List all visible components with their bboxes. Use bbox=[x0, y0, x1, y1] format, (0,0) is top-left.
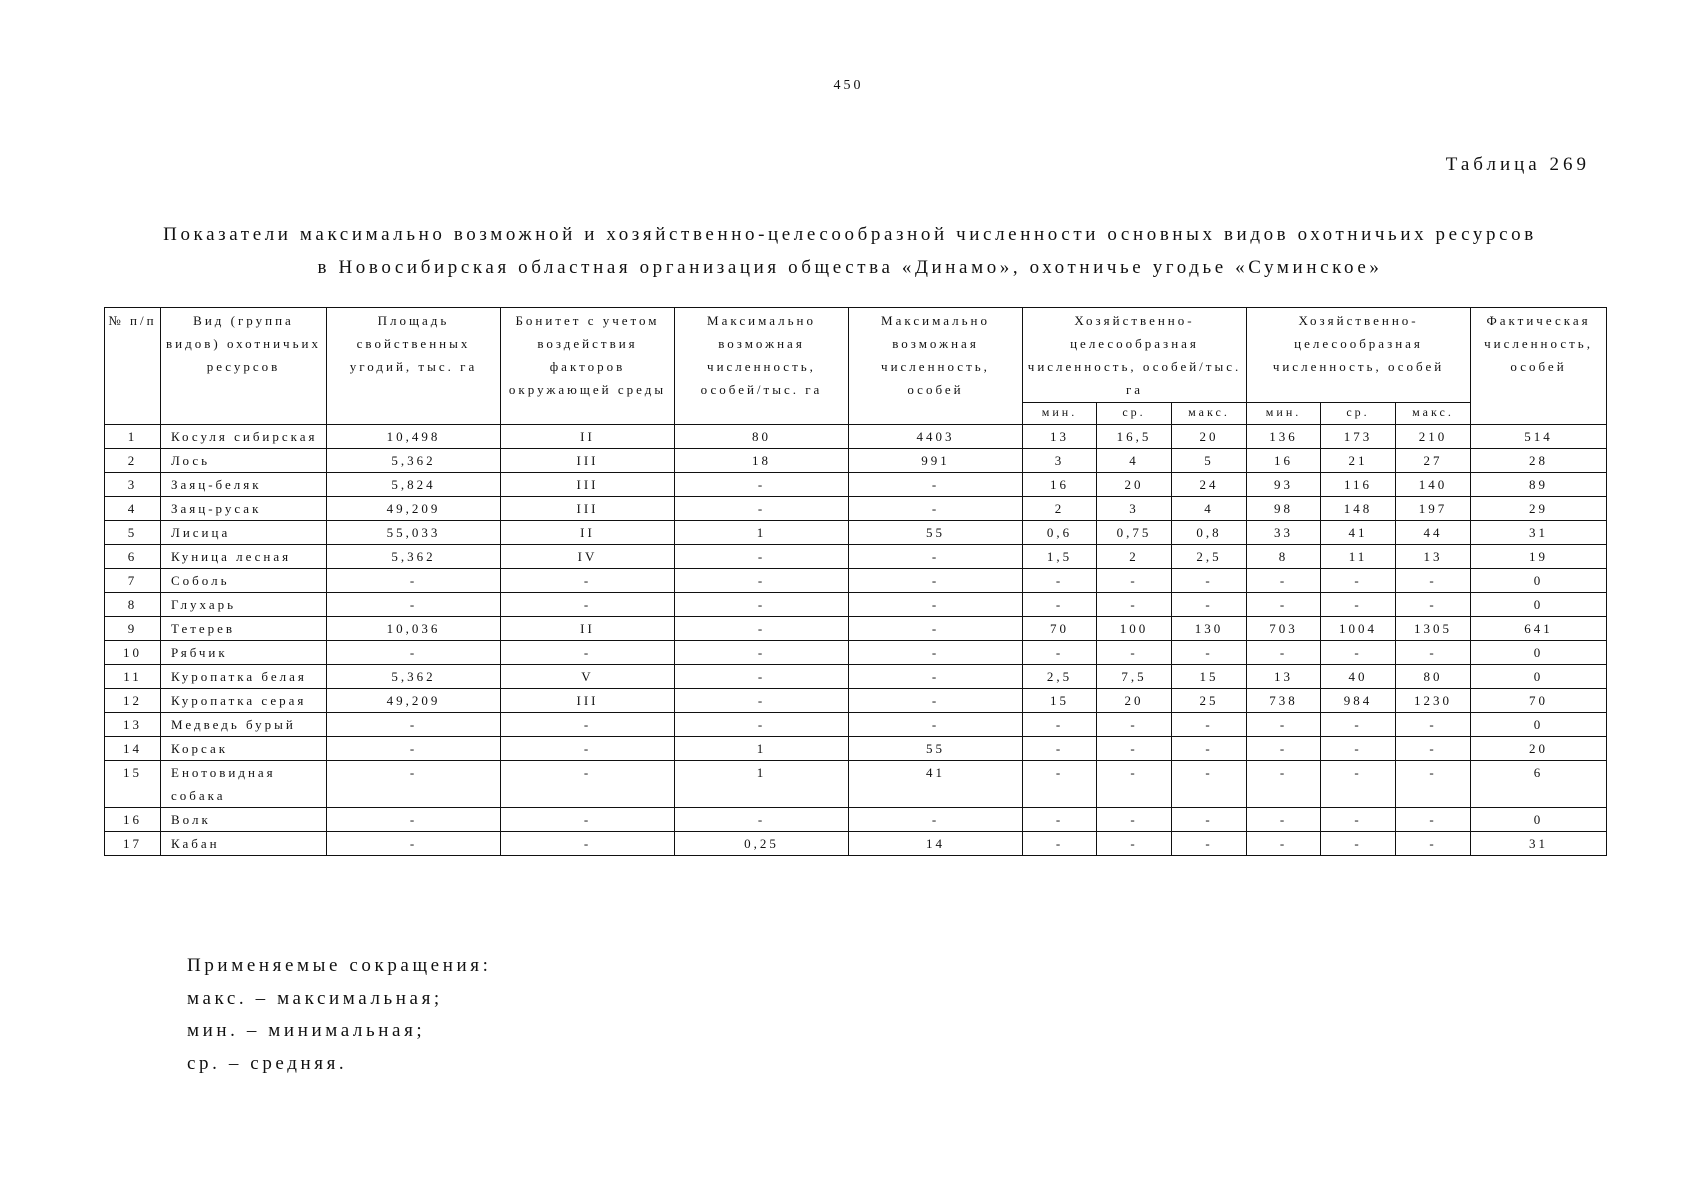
cell-bonitet: III bbox=[501, 449, 675, 473]
cell-econ-count-avg: - bbox=[1321, 808, 1396, 832]
cell-econ-density-max: - bbox=[1172, 713, 1247, 737]
cell-econ-count-max: 27 bbox=[1396, 449, 1471, 473]
cell-actual: 29 bbox=[1471, 497, 1607, 521]
cell-max-density: - bbox=[675, 473, 849, 497]
cell-econ-density-min: 16 bbox=[1023, 473, 1097, 497]
table-row bbox=[105, 425, 1607, 449]
table-title-line-1: Показатели максимально возможной и хозяйственно-целесообразной численности основных видов охотничьих ресурсов bbox=[163, 224, 1537, 245]
cell-area: 10,036 bbox=[327, 617, 501, 641]
cell-econ-count-avg: - bbox=[1321, 593, 1396, 617]
cell-species: Волк bbox=[161, 808, 327, 832]
cell-econ-density-min: 2 bbox=[1023, 497, 1097, 521]
cell-max-count: 4403 bbox=[849, 425, 1023, 449]
cell-num: 17 bbox=[105, 832, 161, 856]
cell-actual: 20 bbox=[1471, 737, 1607, 761]
table-row bbox=[105, 521, 1607, 545]
header-max-density: Максимально возможная численность, особей/тыс. га bbox=[675, 308, 849, 425]
cell-species: Медведь бурый bbox=[161, 713, 327, 737]
cell-max-count: - bbox=[849, 497, 1023, 521]
abbreviation-item: макс. – максимальная; bbox=[187, 987, 443, 1009]
cell-bonitet: II bbox=[501, 617, 675, 641]
abbreviations bbox=[187, 950, 491, 1080]
cell-max-count: - bbox=[849, 617, 1023, 641]
cell-species: Соболь bbox=[161, 569, 327, 593]
cell-max-density: 18 bbox=[675, 449, 849, 473]
cell-area: 5,362 bbox=[327, 665, 501, 689]
cell-max-count: 14 bbox=[849, 832, 1023, 856]
cell-econ-count-max: - bbox=[1396, 832, 1471, 856]
cell-max-count: - bbox=[849, 473, 1023, 497]
cell-max-density: - bbox=[675, 593, 849, 617]
cell-econ-density-min: 2,5 bbox=[1023, 665, 1097, 689]
cell-max-density: 80 bbox=[675, 425, 849, 449]
cell-econ-density-max: - bbox=[1172, 641, 1247, 665]
cell-econ-density-avg: - bbox=[1097, 713, 1172, 737]
cell-econ-count-min: 16 bbox=[1247, 449, 1321, 473]
cell-max-count: - bbox=[849, 545, 1023, 569]
cell-econ-density-max: 20 bbox=[1172, 425, 1247, 449]
cell-max-density: - bbox=[675, 545, 849, 569]
cell-econ-density-min: - bbox=[1023, 808, 1097, 832]
cell-num: 13 bbox=[105, 713, 161, 737]
cell-actual: 31 bbox=[1471, 832, 1607, 856]
cell-actual: 0 bbox=[1471, 808, 1607, 832]
cell-econ-density-avg: 4 bbox=[1097, 449, 1172, 473]
cell-num: 14 bbox=[105, 737, 161, 761]
cell-econ-density-avg: - bbox=[1097, 593, 1172, 617]
cell-econ-density-max: - bbox=[1172, 761, 1247, 808]
cell-area: - bbox=[327, 761, 501, 808]
cell-econ-density-avg: - bbox=[1097, 569, 1172, 593]
header-econ-density-avg: ср. bbox=[1097, 403, 1172, 425]
cell-econ-count-avg: 11 bbox=[1321, 545, 1396, 569]
cell-econ-density-min: - bbox=[1023, 593, 1097, 617]
cell-actual: 89 bbox=[1471, 473, 1607, 497]
cell-econ-density-avg: 20 bbox=[1097, 689, 1172, 713]
cell-species: Куропатка белая bbox=[161, 665, 327, 689]
cell-species: Глухарь bbox=[161, 593, 327, 617]
header-max-count: Максимально возможная численность, особей bbox=[849, 308, 1023, 425]
header-num: № п/п bbox=[105, 308, 161, 425]
cell-econ-density-max: 2,5 bbox=[1172, 545, 1247, 569]
cell-bonitet: - bbox=[501, 641, 675, 665]
cell-bonitet: IV bbox=[501, 545, 675, 569]
cell-econ-count-min: 13 bbox=[1247, 665, 1321, 689]
cell-max-density: 1 bbox=[675, 521, 849, 545]
cell-actual: 31 bbox=[1471, 521, 1607, 545]
cell-econ-count-min: 98 bbox=[1247, 497, 1321, 521]
header-econ-count: Хозяйственно-целесообразная численность, особей bbox=[1247, 308, 1471, 403]
abbreviations-heading: Применяемые сокращения: bbox=[187, 955, 492, 976]
cell-num: 12 bbox=[105, 689, 161, 713]
cell-econ-density-min: 15 bbox=[1023, 689, 1097, 713]
cell-num: 11 bbox=[105, 665, 161, 689]
table-header bbox=[105, 308, 1607, 425]
cell-econ-density-min: 0,6 bbox=[1023, 521, 1097, 545]
cell-econ-count-avg: - bbox=[1321, 569, 1396, 593]
cell-econ-count-min: 93 bbox=[1247, 473, 1321, 497]
table-row bbox=[105, 665, 1607, 689]
header-econ-count-avg: ср. bbox=[1321, 403, 1396, 425]
cell-max-density: - bbox=[675, 569, 849, 593]
cell-econ-density-max: 24 bbox=[1172, 473, 1247, 497]
cell-max-count: - bbox=[849, 593, 1023, 617]
cell-actual: 0 bbox=[1471, 713, 1607, 737]
cell-econ-count-avg: 21 bbox=[1321, 449, 1396, 473]
cell-actual: 641 bbox=[1471, 617, 1607, 641]
cell-econ-density-max: 0,8 bbox=[1172, 521, 1247, 545]
cell-econ-count-min: - bbox=[1247, 569, 1321, 593]
table-row bbox=[105, 569, 1607, 593]
cell-max-density: 0,25 bbox=[675, 832, 849, 856]
cell-econ-density-avg: - bbox=[1097, 808, 1172, 832]
table-title bbox=[100, 218, 1600, 284]
cell-species: Лось bbox=[161, 449, 327, 473]
cell-econ-density-avg: 7,5 bbox=[1097, 665, 1172, 689]
cell-actual: 6 bbox=[1471, 761, 1607, 808]
cell-species: Енотовидная собака bbox=[161, 761, 327, 808]
cell-max-density: 1 bbox=[675, 761, 849, 808]
cell-max-count: 55 bbox=[849, 521, 1023, 545]
cell-econ-count-min: 33 bbox=[1247, 521, 1321, 545]
cell-econ-count-min: 738 bbox=[1247, 689, 1321, 713]
cell-bonitet: - bbox=[501, 713, 675, 737]
cell-econ-density-max: - bbox=[1172, 737, 1247, 761]
cell-species: Куница лесная bbox=[161, 545, 327, 569]
cell-max-density: - bbox=[675, 617, 849, 641]
cell-num: 2 bbox=[105, 449, 161, 473]
cell-econ-count-avg: - bbox=[1321, 832, 1396, 856]
cell-species: Лисица bbox=[161, 521, 327, 545]
cell-econ-density-avg: - bbox=[1097, 737, 1172, 761]
table-row bbox=[105, 641, 1607, 665]
cell-econ-count-avg: - bbox=[1321, 713, 1396, 737]
table-row bbox=[105, 808, 1607, 832]
cell-max-count: - bbox=[849, 665, 1023, 689]
cell-econ-count-min: - bbox=[1247, 641, 1321, 665]
cell-econ-density-avg: 2 bbox=[1097, 545, 1172, 569]
cell-econ-count-min: - bbox=[1247, 737, 1321, 761]
header-actual: Фактическая численность, особей bbox=[1471, 308, 1607, 425]
cell-max-count: 41 bbox=[849, 761, 1023, 808]
cell-num: 8 bbox=[105, 593, 161, 617]
cell-econ-count-min: 8 bbox=[1247, 545, 1321, 569]
cell-actual: 0 bbox=[1471, 569, 1607, 593]
page-number: 450 bbox=[833, 78, 864, 93]
cell-econ-count-max: - bbox=[1396, 737, 1471, 761]
cell-bonitet: - bbox=[501, 737, 675, 761]
cell-econ-count-max: 210 bbox=[1396, 425, 1471, 449]
header-area: Площадь свойственных угодий, тыс. га bbox=[327, 308, 501, 425]
cell-econ-count-max: - bbox=[1396, 641, 1471, 665]
cell-bonitet: III bbox=[501, 689, 675, 713]
cell-area: - bbox=[327, 569, 501, 593]
cell-econ-density-min: 70 bbox=[1023, 617, 1097, 641]
table-row bbox=[105, 593, 1607, 617]
cell-max-density: 1 bbox=[675, 737, 849, 761]
cell-econ-count-max: 1305 bbox=[1396, 617, 1471, 641]
cell-actual: 28 bbox=[1471, 449, 1607, 473]
header-econ-density-min: мин. bbox=[1023, 403, 1097, 425]
cell-econ-count-max: 197 bbox=[1396, 497, 1471, 521]
cell-bonitet: III bbox=[501, 473, 675, 497]
cell-actual: 0 bbox=[1471, 641, 1607, 665]
cell-econ-count-avg: 1004 bbox=[1321, 617, 1396, 641]
cell-econ-density-avg: 20 bbox=[1097, 473, 1172, 497]
cell-econ-count-min: 136 bbox=[1247, 425, 1321, 449]
cell-bonitet: - bbox=[501, 593, 675, 617]
cell-econ-count-avg: 40 bbox=[1321, 665, 1396, 689]
cell-species: Заяц-русак bbox=[161, 497, 327, 521]
cell-area: - bbox=[327, 713, 501, 737]
table-row bbox=[105, 617, 1607, 641]
cell-max-density: - bbox=[675, 497, 849, 521]
cell-area: 10,498 bbox=[327, 425, 501, 449]
cell-econ-count-avg: - bbox=[1321, 761, 1396, 808]
cell-econ-density-min: 1,5 bbox=[1023, 545, 1097, 569]
cell-econ-density-max: 130 bbox=[1172, 617, 1247, 641]
cell-econ-density-max: - bbox=[1172, 569, 1247, 593]
table-body bbox=[105, 425, 1607, 856]
cell-area: 49,209 bbox=[327, 497, 501, 521]
cell-econ-density-max: - bbox=[1172, 593, 1247, 617]
cell-max-density: - bbox=[675, 808, 849, 832]
cell-econ-density-min: - bbox=[1023, 713, 1097, 737]
cell-econ-count-avg: 41 bbox=[1321, 521, 1396, 545]
cell-econ-count-max: 1230 bbox=[1396, 689, 1471, 713]
table-row bbox=[105, 737, 1607, 761]
table-row bbox=[105, 449, 1607, 473]
cell-num: 5 bbox=[105, 521, 161, 545]
table-title-line-2: в Новосибирская областная организация общества «Динамо», охотничье угодье «Суминское» bbox=[317, 257, 1383, 278]
cell-area: - bbox=[327, 832, 501, 856]
header-species: Вид (группа видов) охотничьих ресурсов bbox=[161, 308, 327, 425]
header-econ-density: Хозяйственно-целесообразная численность, особей/тыс. га bbox=[1023, 308, 1247, 403]
table-row bbox=[105, 545, 1607, 569]
cell-econ-density-avg: - bbox=[1097, 761, 1172, 808]
cell-species: Тетерев bbox=[161, 617, 327, 641]
cell-actual: 70 bbox=[1471, 689, 1607, 713]
cell-econ-density-avg: 16,5 bbox=[1097, 425, 1172, 449]
cell-actual: 514 bbox=[1471, 425, 1607, 449]
table-row bbox=[105, 832, 1607, 856]
abbreviation-item: ср. – средняя. bbox=[187, 1052, 348, 1074]
header-bonitet: Бонитет с учетом воздействия факторов окружающей среды bbox=[501, 308, 675, 425]
cell-bonitet: - bbox=[501, 832, 675, 856]
cell-max-count: - bbox=[849, 808, 1023, 832]
cell-bonitet: V bbox=[501, 665, 675, 689]
cell-area: - bbox=[327, 808, 501, 832]
cell-bonitet: - bbox=[501, 808, 675, 832]
cell-econ-density-min: - bbox=[1023, 737, 1097, 761]
cell-econ-density-avg: - bbox=[1097, 832, 1172, 856]
cell-actual: 0 bbox=[1471, 665, 1607, 689]
cell-bonitet: - bbox=[501, 569, 675, 593]
cell-max-count: 991 bbox=[849, 449, 1023, 473]
cell-bonitet: - bbox=[501, 761, 675, 808]
table-row bbox=[105, 497, 1607, 521]
cell-species: Косуля сибирская bbox=[161, 425, 327, 449]
cell-max-count: 55 bbox=[849, 737, 1023, 761]
header-econ-count-max: макс. bbox=[1396, 403, 1471, 425]
cell-num: 7 bbox=[105, 569, 161, 593]
cell-max-density: - bbox=[675, 641, 849, 665]
cell-econ-count-min: - bbox=[1247, 808, 1321, 832]
cell-max-density: - bbox=[675, 665, 849, 689]
cell-area: - bbox=[327, 593, 501, 617]
cell-econ-count-max: 140 bbox=[1396, 473, 1471, 497]
cell-econ-density-max: 25 bbox=[1172, 689, 1247, 713]
cell-species: Заяц-беляк bbox=[161, 473, 327, 497]
cell-econ-count-avg: 148 bbox=[1321, 497, 1396, 521]
cell-bonitet: II bbox=[501, 521, 675, 545]
cell-species: Кабан bbox=[161, 832, 327, 856]
cell-econ-density-avg: 100 bbox=[1097, 617, 1172, 641]
cell-econ-density-avg: - bbox=[1097, 641, 1172, 665]
cell-econ-count-max: - bbox=[1396, 808, 1471, 832]
abbreviation-item: мин. – минимальная; bbox=[187, 1020, 426, 1041]
cell-econ-density-min: 13 bbox=[1023, 425, 1097, 449]
table-row bbox=[105, 713, 1607, 737]
cell-econ-count-avg: 116 bbox=[1321, 473, 1396, 497]
cell-area: 5,362 bbox=[327, 449, 501, 473]
cell-econ-density-avg: 3 bbox=[1097, 497, 1172, 521]
header-econ-count-min: мин. bbox=[1247, 403, 1321, 425]
cell-max-density: - bbox=[675, 713, 849, 737]
cell-num: 15 bbox=[105, 761, 161, 808]
table-row bbox=[105, 473, 1607, 497]
cell-econ-count-avg: - bbox=[1321, 737, 1396, 761]
header-econ-density-max: макс. bbox=[1172, 403, 1247, 425]
cell-econ-count-min: - bbox=[1247, 832, 1321, 856]
cell-econ-density-max: 4 bbox=[1172, 497, 1247, 521]
cell-econ-count-max: - bbox=[1396, 761, 1471, 808]
cell-actual: 19 bbox=[1471, 545, 1607, 569]
cell-max-count: - bbox=[849, 689, 1023, 713]
cell-econ-count-max: 13 bbox=[1396, 545, 1471, 569]
cell-max-count: - bbox=[849, 713, 1023, 737]
cell-econ-count-avg: 173 bbox=[1321, 425, 1396, 449]
cell-num: 1 bbox=[105, 425, 161, 449]
cell-max-count: - bbox=[849, 569, 1023, 593]
cell-max-count: - bbox=[849, 641, 1023, 665]
cell-species: Рябчик bbox=[161, 641, 327, 665]
cell-econ-density-min: 3 bbox=[1023, 449, 1097, 473]
cell-econ-density-max: 5 bbox=[1172, 449, 1247, 473]
cell-econ-count-min: - bbox=[1247, 761, 1321, 808]
table-row bbox=[105, 689, 1607, 713]
cell-num: 16 bbox=[105, 808, 161, 832]
cell-econ-count-min: - bbox=[1247, 713, 1321, 737]
cell-num: 6 bbox=[105, 545, 161, 569]
cell-econ-count-max: - bbox=[1396, 713, 1471, 737]
cell-area: 5,362 bbox=[327, 545, 501, 569]
cell-econ-density-min: - bbox=[1023, 641, 1097, 665]
cell-econ-density-min: - bbox=[1023, 569, 1097, 593]
cell-bonitet: II bbox=[501, 425, 675, 449]
cell-econ-density-max: 15 bbox=[1172, 665, 1247, 689]
cell-num: 4 bbox=[105, 497, 161, 521]
cell-area: 49,209 bbox=[327, 689, 501, 713]
cell-econ-count-max: - bbox=[1396, 569, 1471, 593]
cell-bonitet: III bbox=[501, 497, 675, 521]
cell-num: 9 bbox=[105, 617, 161, 641]
cell-econ-density-min: - bbox=[1023, 832, 1097, 856]
cell-num: 10 bbox=[105, 641, 161, 665]
cell-econ-count-max: 80 bbox=[1396, 665, 1471, 689]
cell-actual: 0 bbox=[1471, 593, 1607, 617]
cell-econ-count-max: - bbox=[1396, 593, 1471, 617]
cell-species: Куропатка серая bbox=[161, 689, 327, 713]
cell-area: 5,824 bbox=[327, 473, 501, 497]
table-label: Таблица 269 bbox=[1445, 154, 1590, 175]
cell-econ-count-avg: 984 bbox=[1321, 689, 1396, 713]
cell-max-density: - bbox=[675, 689, 849, 713]
cell-econ-density-avg: 0,75 bbox=[1097, 521, 1172, 545]
cell-econ-count-min: 703 bbox=[1247, 617, 1321, 641]
cell-area: - bbox=[327, 641, 501, 665]
cell-area: - bbox=[327, 737, 501, 761]
cell-econ-count-avg: - bbox=[1321, 641, 1396, 665]
species-table bbox=[104, 307, 1607, 856]
cell-econ-density-max: - bbox=[1172, 832, 1247, 856]
cell-econ-count-max: 44 bbox=[1396, 521, 1471, 545]
cell-econ-count-min: - bbox=[1247, 593, 1321, 617]
cell-species: Корсак bbox=[161, 737, 327, 761]
cell-num: 3 bbox=[105, 473, 161, 497]
cell-econ-density-max: - bbox=[1172, 808, 1247, 832]
cell-econ-density-min: - bbox=[1023, 761, 1097, 808]
table-row bbox=[105, 761, 1607, 808]
cell-area: 55,033 bbox=[327, 521, 501, 545]
